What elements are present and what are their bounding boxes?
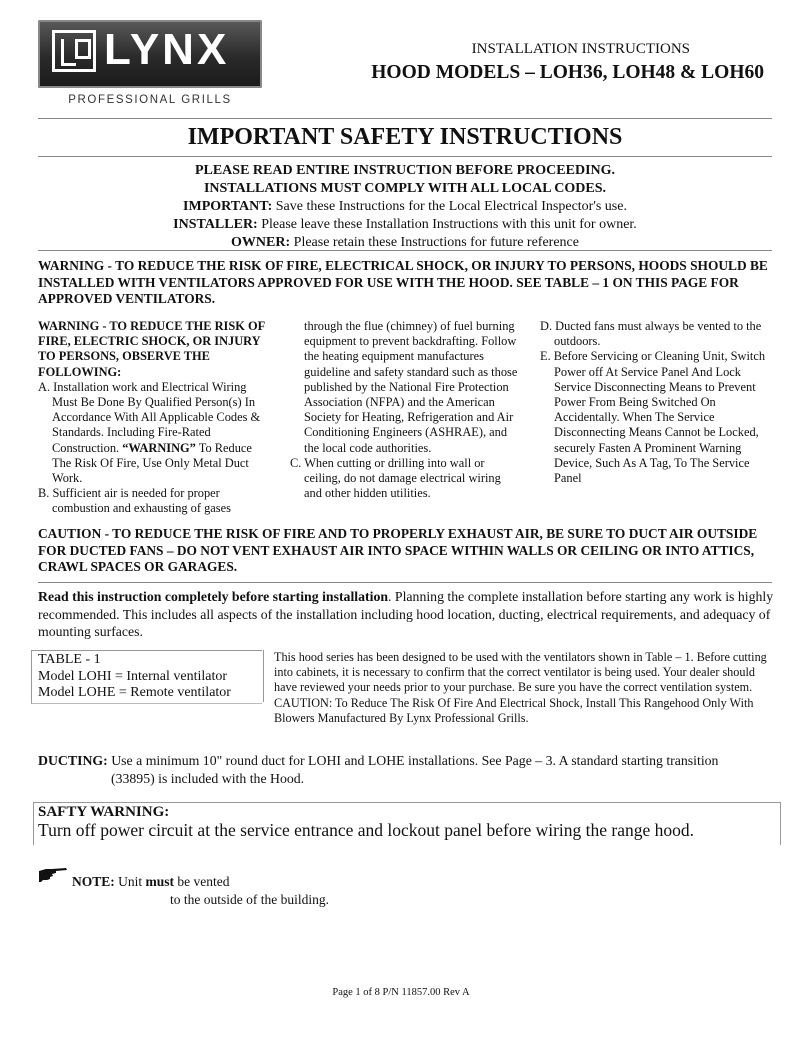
logo-tagline: PROFESSIONAL GRILLS <box>68 94 232 106</box>
divider <box>38 582 772 583</box>
installer-text: Please leave these Installation Instructions with this unit for owner. <box>257 217 637 232</box>
logo-brand-text: LYNX <box>104 25 230 74</box>
planning-paragraph <box>38 588 774 641</box>
ventilator-text: This hood series has been designed to be used with the ventilators shown in Table – 1. Before cutting into cabinets, it is necessary to confirm that the correct ventilator is being used. Your dealer should have reviewed your needs prior to your purchase. Be sure you have the correct ventilation system. <box>274 650 767 695</box>
page-title: IMPORTANT SAFETY INSTRUCTIONS <box>187 124 623 150</box>
pointing-hand-icon <box>38 866 70 884</box>
owner-text: Please retain these Instructions for future reference <box>290 235 579 250</box>
table-1 <box>38 652 231 702</box>
ventilator-warning: WARNING - TO REDUCE THE RISK OF FIRE, ELECTRICAL SHOCK, OR INJURY TO PERSONS, HOODS SHOULD BE INSTALLED WITH VENTILATORS APPROVED FOR USE WITH THE HOOD. SEE TABLE – 1 ON THIS PAGE FOR APPROVED VENTILATORS. <box>38 258 768 306</box>
item-a-text-end: To Reduce The Risk Of Fire, Use Only Metal Duct Work. <box>52 440 252 486</box>
planning-bold: Read this instruction completely before starting installation <box>38 589 389 604</box>
item-a-text: A. Installation work and Electrical Wiring Must Be Done By Qualified Person(s) In Accordance With All Applicable Codes & Standards. Including Fire-Rated Construction. <box>38 379 261 455</box>
list-item-c: C. When cutting or drilling into wall or ceiling, do not damage electrical wiring and other hidden utilities. <box>290 455 501 501</box>
list-item-d: D. Ducted fans must always be vented to the outdoors. <box>540 319 762 349</box>
important-label: IMPORTANT: <box>183 199 273 214</box>
blower-caution: CAUTION: To Reduce The Risk Of Fire And Electrical Shock, Install This Rangehood Only With Blowers Manufactured By Lynx Professional Grills. <box>274 695 754 725</box>
planning-text: . Planning the complete installation before starting any work is highly recommended. This includes all aspects of the installation including hood location, ducting, electrical requirements, and adequacy of mounting surfaces. <box>38 589 774 639</box>
list-item-e: E. Before Servicing or Cleaning Unit, Switch Power off At Service Panel And Lock Service Disconnecting Means to Prevent Power From Being Switched On Accidentally. When The Service Disconnecting Means Cannot be Locked, securely Fasten A Prominent Warning Device, Such As A Tag, To The Service Panel <box>540 349 766 486</box>
model-heading: HOOD MODELS – LOH36, LOH48 & LOH60 <box>371 62 764 83</box>
read-line-2: INSTALLATIONS MUST COMPLY WITH ALL LOCAL CODES. <box>203 181 607 196</box>
owner-label: OWNER: <box>231 235 291 250</box>
divider <box>38 250 772 251</box>
ducting-text-2: (33895) is included with the Hood. <box>111 771 305 786</box>
table-row: Model LOHE = Remote ventilator <box>38 685 231 700</box>
important-text: Save these Instructions for the Local Electrical Inspector's use. <box>272 199 627 214</box>
safety-column-1 <box>38 319 274 517</box>
ducting-text: Use a minimum 10" round duct for LOHI and LOHE installations. See Page – 3. A standard starting transition <box>107 753 719 768</box>
note-text-end: be vented <box>174 874 230 889</box>
table-divider <box>263 650 264 702</box>
safety-column-3 <box>540 319 780 486</box>
ducting-label: DUCTING: <box>38 753 108 768</box>
divider <box>38 156 772 157</box>
safety-column-2 <box>290 319 518 501</box>
item-a-warning: “WARNING” <box>122 440 196 455</box>
doc-type-heading: INSTALLATION INSTRUCTIONS <box>471 41 690 57</box>
note-line-2: to the outside of the building. <box>170 892 329 907</box>
note-emphasis: must <box>145 874 175 889</box>
ventilator-paragraph <box>274 650 774 726</box>
note-label: NOTE: <box>72 874 115 889</box>
list-item-a <box>38 380 274 486</box>
safety-warning-text: Turn off power circuit at the service entrance and lockout panel before wiring the range hood. <box>38 820 695 840</box>
note-line-1 <box>72 874 230 890</box>
read-instructions-block <box>38 162 772 252</box>
note-text: Unit <box>114 874 146 889</box>
duct-caution: CAUTION - TO REDUCE THE RISK OF FIRE AND TO PROPERLY EXHAUST AIR, BE SURE TO DUCT AIR OUTSIDE FOR DUCTED FANS – DO NOT VENT EXHAUST AIR INTO SPACE WITHIN WALLS OR CEILING OR INTO ATTICS, CRAWL SPACES OR GARAGES. <box>38 526 758 574</box>
list-item-b: B. Sufficient air is needed for proper combustion and exhausting of gases <box>38 486 231 516</box>
divider <box>38 118 772 119</box>
table-row: Model LOHI = Internal ventilator <box>38 668 228 684</box>
read-line-1: PLEASE READ ENTIRE INSTRUCTION BEFORE PROCEEDING. <box>194 163 616 178</box>
safety-heading: WARNING - TO REDUCE THE RISK OF FIRE, ELECTRIC SHOCK, OR INJURY TO PERSONS, OBSERVE THE FOLLOWING: <box>38 319 265 379</box>
logo-mark-icon <box>52 30 96 72</box>
installer-label: INSTALLER: <box>173 217 258 232</box>
list-item-b-continued: through the flue (chimney) of fuel burning equipment to prevent backdrafting. Follow the heating equipment manufactures guideline and safety standard such as those published by the National Fire Protection Association (NFPA) and the American Society for Heating, Refrigeration and Air Conditioning Engineers (ASHRAE), and the local code authorities. <box>304 319 518 455</box>
ducting-section <box>38 752 778 788</box>
safety-warning-heading: SAFTY WARNING: <box>38 804 170 820</box>
table-title: TABLE - 1 <box>38 652 101 667</box>
page-footer: Page 1 of 8 P/N 11857.00 Rev A <box>332 987 470 998</box>
